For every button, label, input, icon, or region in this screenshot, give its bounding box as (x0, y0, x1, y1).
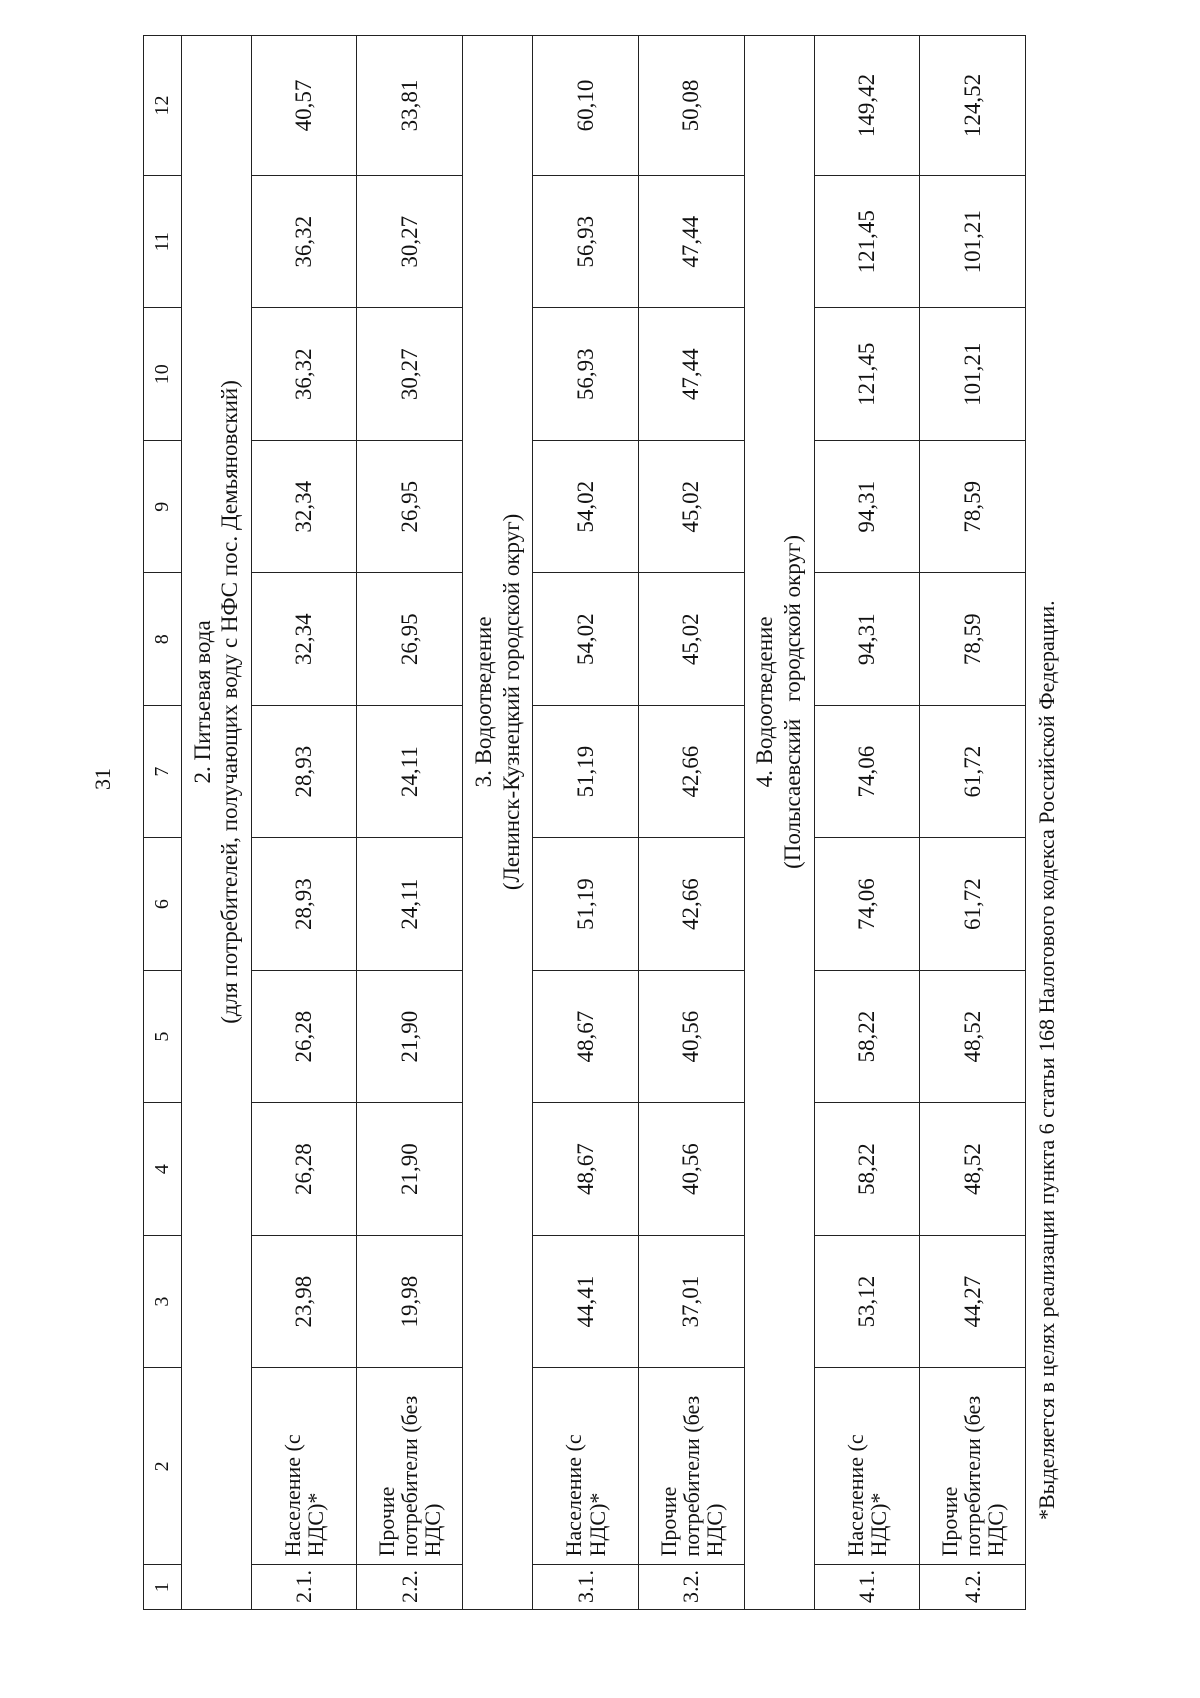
tariff-value: 24,11 (357, 838, 463, 970)
tariff-value: 33,81 (357, 36, 463, 176)
tariff-value: 47,44 (638, 308, 744, 440)
column-number-row (144, 36, 182, 1610)
tariff-value: 149,42 (814, 36, 920, 176)
column-number: 6 (144, 838, 182, 970)
table-row (814, 36, 920, 1610)
tariff-value: 101,21 (920, 175, 1026, 307)
tariff-value: 36,32 (251, 308, 357, 440)
row-number: 3.1. (533, 1565, 639, 1610)
tariff-value: 50,08 (638, 36, 744, 176)
tariff-value: 40,57 (251, 36, 357, 176)
tariff-value: 36,32 (251, 175, 357, 307)
footnote: *Выделяется в целях реализации пункта 6 статьи 168 Налогового кодекса Российской Федерации. (1034, 600, 1059, 1520)
tariff-value: 30,27 (357, 175, 463, 307)
row-number: 2.1. (251, 1565, 357, 1610)
row-number: 3.2. (638, 1565, 744, 1610)
tariff-value: 24,11 (357, 705, 463, 837)
tariff-value: 21,90 (357, 970, 463, 1102)
column-number: 1 (144, 1565, 182, 1610)
tariff-value: 30,27 (357, 308, 463, 440)
tariff-value: 42,66 (638, 838, 744, 970)
tariff-value: 48,52 (920, 1103, 1026, 1235)
section-title (463, 36, 533, 1368)
tariff-value: 48,52 (920, 970, 1026, 1102)
table-row (638, 36, 744, 1610)
tariff-value: 121,45 (814, 308, 920, 440)
section-spacer (181, 1368, 251, 1610)
tariff-value: 40,56 (638, 1103, 744, 1235)
column-number: 7 (144, 705, 182, 837)
section-title (744, 36, 814, 1368)
tariff-value: 56,93 (533, 308, 639, 440)
tariff-value: 40,56 (638, 970, 744, 1102)
consumer-category: Население (с НДС)* (533, 1368, 639, 1565)
table-row (251, 36, 357, 1610)
section-title-line1: 4. Водоотведение (752, 616, 778, 788)
section-title-line2: (Ленинск-Кузнецкий городской округ) (498, 513, 524, 891)
row-number: 2.2. (357, 1565, 463, 1610)
column-number: 3 (144, 1235, 182, 1367)
tariff-value: 78,59 (920, 573, 1026, 705)
column-number: 12 (144, 36, 182, 176)
section-spacer (744, 1368, 814, 1610)
tariff-value: 56,93 (533, 175, 639, 307)
section-title-line2: (для потребителей, получающих воду с НФС пос. Демьяновский) (217, 380, 243, 1024)
tariff-value: 28,93 (251, 838, 357, 970)
tariff-value: 53,12 (814, 1235, 920, 1367)
tariff-value: 23,98 (251, 1235, 357, 1367)
tariff-value: 26,28 (251, 1103, 357, 1235)
section-header-row (463, 36, 533, 1610)
column-number: 8 (144, 573, 182, 705)
consumer-category: Прочие потребители (без НДС) (920, 1368, 1026, 1565)
consumer-category: Население (с НДС)* (814, 1368, 920, 1565)
column-number: 10 (144, 308, 182, 440)
column-number: 11 (144, 175, 182, 307)
tariff-value: 61,72 (920, 705, 1026, 837)
column-number: 4 (144, 1103, 182, 1235)
tariff-value: 26,95 (357, 440, 463, 572)
tariff-value: 58,22 (814, 1103, 920, 1235)
tariff-value: 48,67 (533, 1103, 639, 1235)
row-number: 4.2. (920, 1565, 1026, 1610)
section-title-line2: (Полысаевский городской округ) (780, 534, 806, 869)
page-number: 31 (90, 768, 115, 790)
section-header-row (744, 36, 814, 1610)
tariff-value: 58,22 (814, 970, 920, 1102)
section-header-row (181, 36, 251, 1610)
tariff-value: 19,98 (357, 1235, 463, 1367)
table-row (533, 36, 639, 1610)
section-title-line1: 3. Водоотведение (471, 616, 497, 788)
section-spacer (463, 1368, 533, 1610)
tariff-value: 44,41 (533, 1235, 639, 1367)
tariff-value: 61,72 (920, 838, 1026, 970)
table-row (920, 36, 1026, 1610)
tariff-value: 45,02 (638, 573, 744, 705)
tariff-value: 28,93 (251, 705, 357, 837)
tariff-value: 37,01 (638, 1235, 744, 1367)
tariff-value: 42,66 (638, 705, 744, 837)
tariff-value: 78,59 (920, 440, 1026, 572)
tariff-table-rotated (143, 35, 1026, 1610)
tariff-value: 74,06 (814, 705, 920, 837)
tariff-value: 94,31 (814, 440, 920, 572)
column-number: 5 (144, 970, 182, 1102)
row-number: 4.1. (814, 1565, 920, 1610)
tariff-value: 32,34 (251, 573, 357, 705)
tariff-table (143, 35, 1026, 1610)
tariff-value: 32,34 (251, 440, 357, 572)
tariff-value: 121,45 (814, 175, 920, 307)
consumer-category: Прочие потребители (без НДС) (638, 1368, 744, 1565)
table-row (357, 36, 463, 1610)
tariff-value: 124,52 (920, 36, 1026, 176)
tariff-value: 94,31 (814, 573, 920, 705)
consumer-category: Прочие потребители (без НДС) (357, 1368, 463, 1565)
tariff-value: 45,02 (638, 440, 744, 572)
tariff-value: 44,27 (920, 1235, 1026, 1367)
column-number: 9 (144, 440, 182, 572)
tariff-value: 26,95 (357, 573, 463, 705)
tariff-value: 74,06 (814, 838, 920, 970)
tariff-value: 47,44 (638, 175, 744, 307)
tariff-value: 54,02 (533, 573, 639, 705)
tariff-value: 48,67 (533, 970, 639, 1102)
tariff-value: 54,02 (533, 440, 639, 572)
tariff-value: 101,21 (920, 308, 1026, 440)
section-title-line1: 2. Питьевая вода (189, 620, 215, 784)
tariff-value: 51,19 (533, 838, 639, 970)
tariff-value: 60,10 (533, 36, 639, 176)
tariff-value: 26,28 (251, 970, 357, 1102)
consumer-category: Население (с НДС)* (251, 1368, 357, 1565)
column-number: 2 (144, 1368, 182, 1565)
tariff-value: 21,90 (357, 1103, 463, 1235)
tariff-value: 51,19 (533, 705, 639, 837)
section-title (181, 36, 251, 1368)
